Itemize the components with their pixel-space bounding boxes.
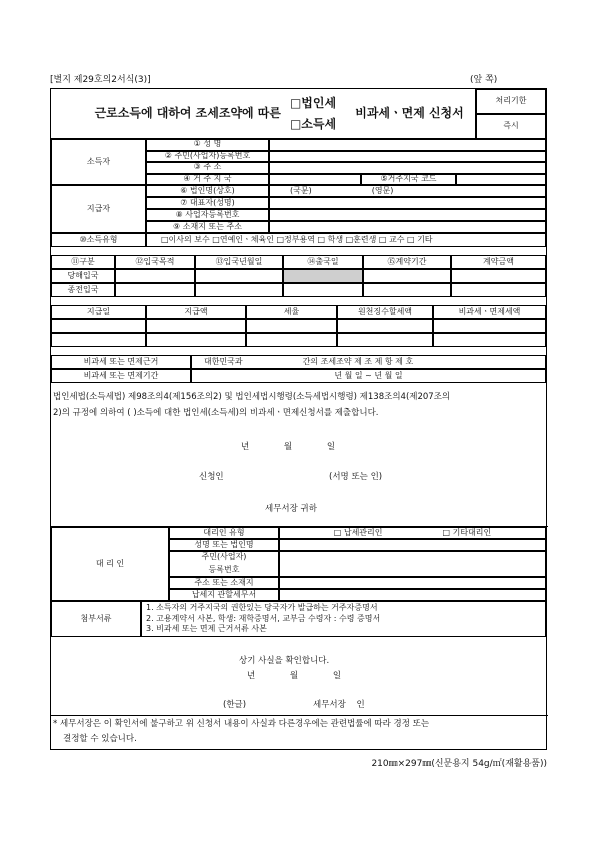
payer-address-field[interactable]: [269, 221, 546, 233]
payment-field[interactable]: [433, 333, 546, 347]
residence-code-label: ⑤거주지국 코드: [361, 174, 456, 186]
tax-officer-seal: 세무서장 인: [313, 700, 365, 710]
payment-field[interactable]: [51, 333, 146, 347]
attachment-item: 3. 비과세 또는 면제 근거서류 사본: [146, 624, 267, 634]
earner-id-label: ② 주민(사업자)등록번호: [146, 151, 269, 163]
earner-id-field[interactable]: [269, 151, 546, 163]
attachments-list: [141, 601, 546, 637]
attachments-label: 첨부서류: [51, 601, 141, 637]
korea-label: 대한민국과: [204, 356, 243, 366]
agent-regno-label-line1: 주민(사업자): [201, 552, 247, 562]
payer-rep-label: ⑦ 대표자(성명): [146, 197, 269, 209]
addressee: 세무서장 귀하: [265, 504, 317, 514]
entry-field[interactable]: [195, 283, 283, 297]
payment-header-amount: 지급액: [146, 305, 246, 319]
agent-regno-label: [169, 551, 279, 577]
entry-field[interactable]: [283, 283, 363, 297]
note-line-1: * 세무서장은 이 확인서에 불구하고 위 신청서 내용이 사실과 다른경우에는 관련법률에 따라 경정 또는: [53, 719, 430, 729]
confirm-seal-label: (한글): [223, 700, 247, 710]
entry-field-disabled: [283, 269, 363, 283]
confirm-text: 상기 사실을 확인합니다.: [239, 656, 330, 666]
application-form: [50, 88, 547, 750]
entry-row-current: 당해입국: [51, 269, 115, 283]
payment-field[interactable]: [246, 333, 337, 347]
title-option-income[interactable]: □소득세: [289, 117, 337, 132]
earner-name-label: ① 성 명: [146, 139, 269, 151]
payment-field[interactable]: [433, 319, 546, 333]
exemption-basis-label: 비과세 또는 면제근거: [51, 355, 191, 369]
payment-header-date: 지급일: [51, 305, 146, 319]
payer-rep-field[interactable]: [269, 197, 546, 209]
title-frame: [51, 89, 476, 139]
payment-field[interactable]: [146, 319, 246, 333]
korean-name-label: (국문): [290, 185, 312, 195]
page-side: (앞 쪽): [470, 75, 498, 85]
entry-header-contract-period: ⑮계약기간: [363, 255, 451, 269]
payer-regno-field[interactable]: [269, 209, 546, 221]
earner-name-field[interactable]: [269, 139, 546, 151]
form-number: [별지 제29호의2서식(3)]: [50, 75, 151, 85]
payer-section: 지급자: [51, 185, 146, 233]
statement-line-2: 2)의 규정에 의하여 ( )소득에 대한 법인세(소득세)의 비과세ㆍ면제신청서를 제출합니다.: [53, 408, 379, 418]
treaty-article-label: 간의 조세조약 제 조 제 항 제 호: [302, 356, 414, 366]
exemption-period-field[interactable]: 년 월 일 ~ 년 월 일: [191, 369, 546, 383]
agent-address-label: 주소 또는 소재지: [169, 577, 279, 589]
agent-option-other[interactable]: □ 기타대리인: [442, 527, 492, 537]
title-option-corporate[interactable]: □법인세: [289, 96, 337, 111]
exemption-period-label: 비과세 또는 면제기간: [51, 369, 191, 383]
earner-address-label: ③ 주 소: [146, 162, 269, 174]
payment-header-withholding: 원천징수할세액: [337, 305, 433, 319]
english-name-label: (영문): [371, 185, 394, 195]
payment-field[interactable]: [246, 319, 337, 333]
earner-country-label: ④ 거 주 지 국: [146, 174, 269, 186]
residence-code-field[interactable]: [456, 174, 546, 186]
exemption-basis-field[interactable]: [191, 355, 546, 369]
confirm-date: 년 월 일: [247, 671, 342, 681]
entry-header-purpose: ⑫입국목적: [115, 255, 195, 269]
agent-address-field[interactable]: [279, 577, 546, 589]
note-line-2: 결정할 수 있습니다.: [63, 734, 137, 744]
payment-field[interactable]: [146, 333, 246, 347]
entry-field[interactable]: [451, 283, 546, 297]
form-title-suffix: 비과세ㆍ면제 신청서: [355, 106, 464, 121]
payment-field[interactable]: [337, 319, 433, 333]
entry-row-previous: 종전입국: [51, 283, 115, 297]
payment-field[interactable]: [337, 333, 433, 347]
agent-name-label: 성명 또는 법인명: [169, 539, 279, 551]
payer-company-label: ⑥ 법인명(상호): [146, 185, 269, 197]
payment-header-rate: 세율: [246, 305, 337, 319]
divider: [51, 715, 548, 716]
statement-date: 년 월 일: [241, 442, 336, 452]
entry-field[interactable]: [363, 283, 451, 297]
entry-field[interactable]: [451, 269, 546, 283]
agent-taxoffice-label: 납세지 관할세무서: [169, 589, 279, 601]
payer-company-field[interactable]: [269, 185, 546, 197]
agent-regno-field[interactable]: [279, 551, 546, 577]
applicant-label: 신청인: [199, 472, 224, 482]
agent-taxoffice-field[interactable]: [279, 589, 546, 601]
entry-field[interactable]: [195, 269, 283, 283]
entry-header-type: ⑪구분: [51, 255, 115, 269]
earner-country-field[interactable]: [269, 174, 361, 186]
earner-address-field[interactable]: [269, 162, 546, 174]
payer-address-label: ⑨ 소재지 또는 주소: [146, 221, 269, 233]
entry-field[interactable]: [363, 269, 451, 283]
entry-header-entry-date: ⑬입국년월일: [195, 255, 283, 269]
attachment-item: 1. 소득자의 거주지국의 권한있는 당국자가 발급하는 거주자증명서: [146, 602, 378, 612]
form-title-main: 근로소득에 대하여 조세조약에 따른: [94, 106, 281, 121]
income-earner-section: 소득자: [51, 139, 146, 185]
agent-option-tax-manager[interactable]: □ 납세관리인: [333, 527, 383, 537]
income-type-options[interactable]: □이사의 보수 □연예인ㆍ체육인 □정부용역 □ 학생 □훈련생 □ 교수 □ 기타: [146, 233, 546, 247]
entry-field[interactable]: [115, 269, 195, 283]
statement-line-1: 법인세법(소득세법) 제98조의4(제156조의2) 및 법인세법시행령(소득세법시행령) 제138조의4(제207조의: [53, 392, 451, 402]
agent-type-label: 대리인 유형: [169, 527, 279, 539]
deadline-value: 즉시: [476, 114, 546, 139]
payment-field[interactable]: [51, 319, 146, 333]
agent-name-field[interactable]: [279, 539, 546, 551]
entry-field[interactable]: [115, 283, 195, 297]
entry-header-exit-date: ⑭출국일: [283, 255, 363, 269]
deadline-label: 처리기한: [476, 89, 546, 114]
paper-spec: 210㎜×297㎜(신문용지 54g/㎡(재활용품)): [371, 759, 547, 769]
attachment-item: 2. 고용계약서 사본, 학생: 재학증명서, 교부금 수령자 : 수령 증명서: [146, 613, 381, 623]
entry-header-contract-amount: 계약금액: [451, 255, 546, 269]
agent-regno-label-line2: 등록번호: [208, 565, 240, 574]
income-type-label: ⑩소득유형: [51, 233, 146, 247]
agent-section: 대 리 인: [51, 527, 169, 601]
payment-header-exempt: 비과세ㆍ면제세액: [433, 305, 546, 319]
agent-type-options[interactable]: [279, 527, 546, 539]
payer-regno-label: ⑧ 사업자등록번호: [146, 209, 269, 221]
applicant-signature[interactable]: (서명 또는 인): [329, 472, 383, 482]
